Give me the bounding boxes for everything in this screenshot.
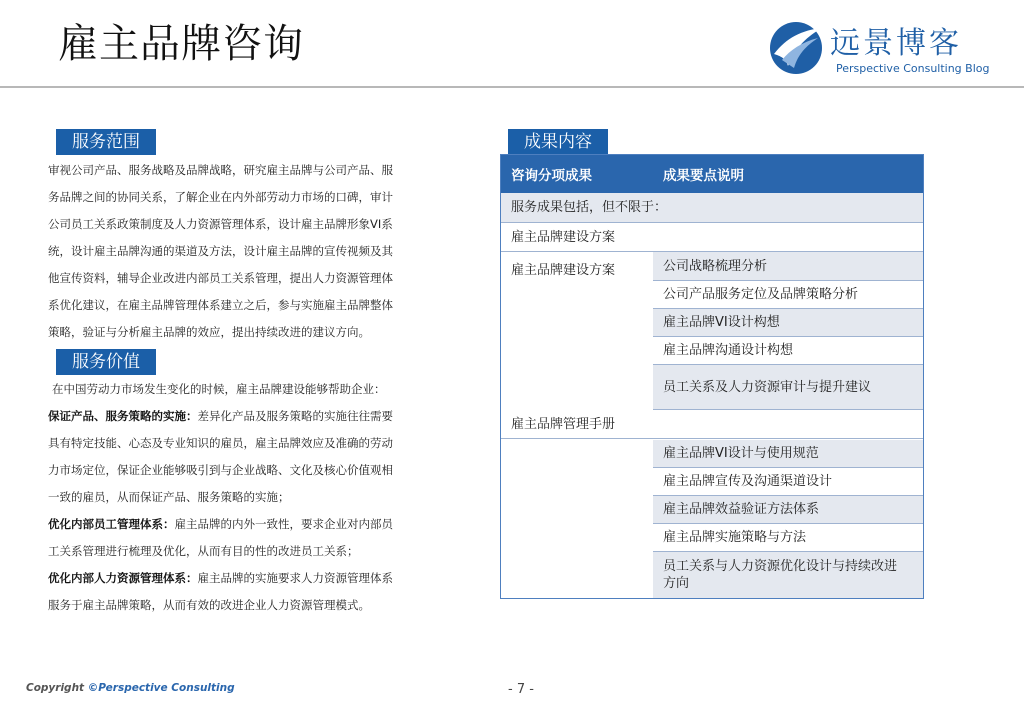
page-number: - 7 -: [508, 682, 534, 697]
copyright-brand: ©Perspective Consulting: [87, 682, 235, 694]
result-point: 公司战略梳理分析: [653, 252, 923, 281]
scope-line: 他宣传资料，辅导企业改进内部员工关系管理，提出人力资源管理体: [48, 271, 393, 285]
services-scope-text: [48, 157, 468, 346]
logo-emblem-icon: [768, 20, 824, 76]
value-line: 工关系管理进行梳理及优化，从而有目的性的改进员工关系；: [48, 544, 359, 558]
services-value-heading: 服务价值: [56, 349, 156, 375]
column-header-description: 成果要点说明: [663, 168, 744, 184]
result-point: 雇主品牌效益验证方法体系: [653, 496, 923, 524]
result-point: 公司产品服务定位及品牌策略分析: [653, 281, 923, 309]
value-item-title: 优化内部员工管理体系：: [48, 517, 175, 531]
value-intro: 在中国劳动力市场发生变化的时候，雇主品牌建设能够帮助企业：: [52, 382, 386, 396]
value-item-title: 保证产品、服务策略的实施：: [48, 409, 198, 423]
result-point: 雇主品牌沟通设计构想: [653, 337, 923, 365]
scope-line: 统，设计雇主品牌沟通的渠道及方法，设计雇主品牌的宣传视频及其: [48, 244, 393, 258]
services-value-text: [48, 376, 468, 619]
logo-name: 远景博客: [830, 26, 962, 61]
value-line: 力市场定位，保证企业能够吸引到与企业战略、文化及核心价值观相: [48, 463, 393, 477]
brand-logo: [768, 18, 1018, 80]
value-item: [48, 565, 468, 592]
value-item: [48, 403, 468, 430]
value-item-text: 雇主品牌的实施要求人力资源管理体系: [197, 571, 393, 585]
result-item-row: 雇主品牌管理手册: [501, 411, 923, 439]
result-point: 员工关系及人力资源审计与提升建议: [653, 365, 923, 410]
column-header-item: 咨询分项成果: [511, 168, 592, 184]
value-item: [48, 511, 468, 538]
result-point: 雇主品牌宣传及沟通渠道设计: [653, 468, 923, 496]
result-item-label: 雇主品牌建设方案: [511, 263, 616, 278]
value-line: 一致的雇员，从而保证产品、服务策略的实施；: [48, 490, 290, 504]
scope-line: 审视公司产品、服务战略及品牌战略，研究雇主品牌与公司产品、服: [48, 163, 393, 177]
services-scope-heading: 服务范围: [56, 129, 156, 155]
value-line: 服务于雇主品牌策略，从而有效的改进企业人力资源管理模式。: [48, 598, 370, 612]
value-item-text: 差异化产品及服务策略的实施往往需要: [197, 409, 393, 423]
scope-line: 系优化建议，在雇主品牌管理体系建立之后，参与实施雇主品牌整体: [48, 298, 393, 312]
results-table-header: [501, 155, 923, 193]
result-point: 雇主品牌实施策略与方法: [653, 524, 923, 552]
result-point: 雇主品牌VI设计与使用规范: [653, 440, 923, 468]
value-line: 具有特定技能、心态及专业知识的雇员，雇主品牌效应及准确的劳动: [48, 436, 393, 450]
result-point: 雇主品牌VI设计构想: [653, 309, 923, 337]
footer-copyright: [26, 682, 235, 694]
title-divider: [0, 86, 1024, 88]
result-item-row: 雇主品牌建设方案: [501, 224, 923, 252]
page-title: 雇主品牌咨询: [58, 21, 304, 67]
scope-line: 策略，验证与分析雇主品牌的效应，提出持续改进的建议方向。: [48, 325, 370, 339]
result-point: 员工关系与人力资源优化设计与持续改进方向: [653, 552, 923, 598]
value-item-title: 优化内部人力资源管理体系：: [48, 571, 198, 585]
logo-subtitle: Perspective Consulting Blog: [836, 62, 990, 75]
scope-line: 务品牌之间的协同关系，了解企业在内外部劳动力市场的口碑，审计: [48, 190, 393, 204]
results-intro-row: 服务成果包括，但不限于：: [501, 193, 923, 223]
value-item-text: 雇主品牌的内外一致性，要求企业对内部员: [174, 517, 393, 531]
copyright-prefix: Copyright: [26, 682, 88, 694]
results-table: [500, 154, 924, 599]
results-heading: 成果内容: [508, 129, 608, 155]
scope-line: 公司员工关系政策制度及人力资源管理体系，设计雇主品牌形象VI系: [48, 217, 393, 231]
